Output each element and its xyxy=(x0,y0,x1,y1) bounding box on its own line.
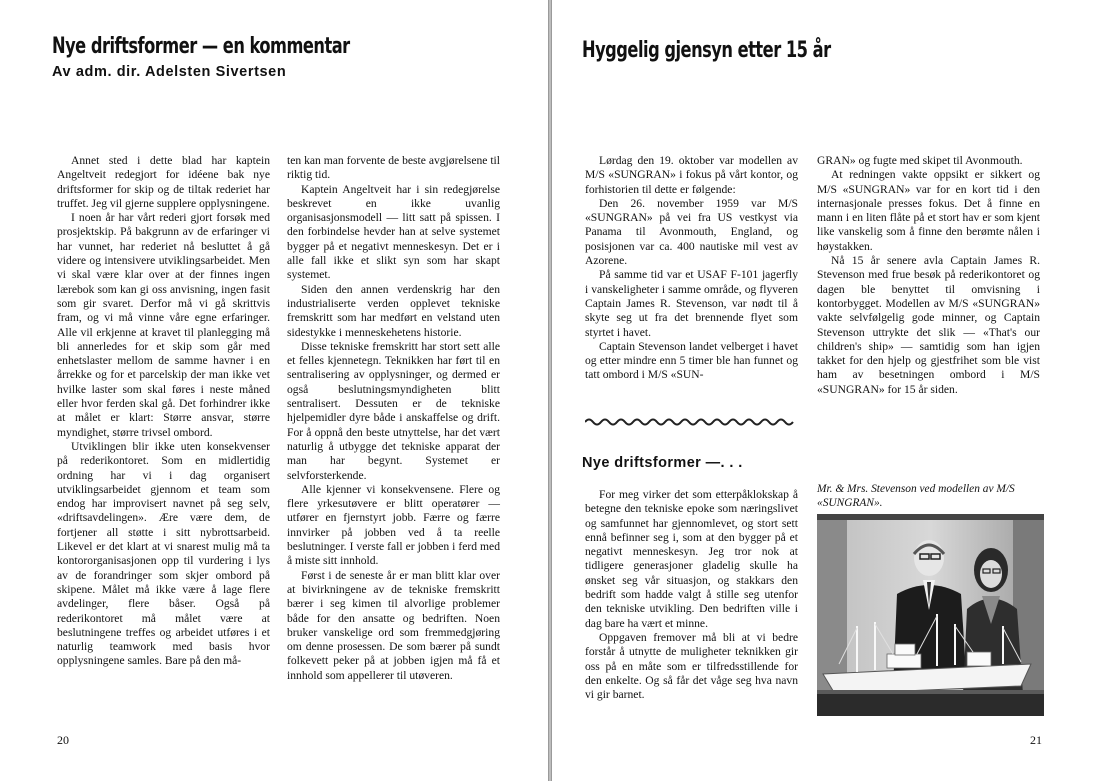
paragraph: Kaptein Angeltveit har i sin redegjørelse beskrevet en ikke uvanlig organisasjonsmodell — litt satt på spissen. I den forbindelse hevder han at selve systemet bygger på et negativt menneskesyn. Det er i alle fall ikke et slikt syn som har skapt systemet. xyxy=(287,182,500,282)
paragraph: ten kan man forvente de beste avgjørelsene til riktig tid. xyxy=(287,154,500,182)
paragraph: På samme tid var et USAF F-101 jagerfly i vanskeligheter i samme område, og flyveren Captain James R. Stevenson, var nødt til å skyte seg ut fra det brennende flyet som styrtet i havet. xyxy=(585,268,798,339)
right-column-1 xyxy=(585,154,798,383)
paragraph: Den 26. november 1959 var M/S «SUNGRAN» på vei fra US vestkyst via Panama til Avonmouth, England, og posisjonen var ca. 400 nautiske mil vest av Azorene. xyxy=(585,196,798,268)
paragraph: Oppgaven fremover må bli at vi bedre forstår å utnytte de muligheter teknikken gir oss på en måte som er tilfredsstillende for den enkelte. Og så får det våge seg hva navn vi gir barnet. xyxy=(585,630,798,702)
paragraph: GRAN» og fugte med skipet til Avonmouth. xyxy=(817,154,1023,167)
paragraph: Nå 15 år senere avla Captain James R. Stevenson med frue besøk på rederikontoret og dagen ble benyttet til omvisning i kontorbygget. Modellen av M/S «SUNGRAN» vakte selvfølgelig gode minner, og Captain Stevenson uttrykte det slik — «That's our children's ship» — samtidig som han igjen takket for den hjelp og gjestfrihet som ble vist ham av besetningen ombord i M/S «SUNGRAN» for 15 år siden. xyxy=(817,254,1040,396)
right-page xyxy=(552,0,1100,781)
paragraph: Utviklingen blir ikke uten konsekvenser på rederikontoret. Som en midlertidig ordning har vi i dag organisert utviklingsarbeidet gjennom et team som endog har improvisert navnet på seg selv, «driftsavdelingen». Ære være dem, de fortjener all støtte i sitt nybrottsarbeid. Likevel er det klart at vi snarest mulig må ta kontororganisasjonen opp til vurdering i lys av de forandringer som skjer ombord på skipene. Målet må ikke være å lage flere avdelinger, flere båser. Også på rederikontoret må målet være at beslutningene treffes og arbeidet utføres i et naturlig teamwork med basis hvor opplysningene samles. Bare på den må- xyxy=(57,439,270,668)
section-subheading: Nye driftsformer —. . . xyxy=(582,455,743,471)
left-column-1 xyxy=(57,154,270,669)
article-title: Nye driftsformer — en kommentar xyxy=(52,34,350,59)
photo-stevenson-ship-model xyxy=(817,514,1044,716)
paragraph: Lørdag den 19. oktober var modellen av M/S «SUNGRAN» i fokus på vårt kontor, og forhistorien til dette er følgende: xyxy=(585,154,798,196)
photo-caption: Mr. & Mrs. Stevenson ved modellen av M/S «SUNGRAN». xyxy=(817,483,1015,509)
article-byline: Av adm. dir. Adelsten Sivertsen xyxy=(52,64,287,80)
right-column-2 xyxy=(817,154,1040,397)
right-column-1-bottom xyxy=(585,488,798,702)
paragraph: Først i de seneste år er man blitt klar over at bivirkningene av de tekniske fremskritt bærer i seg kimen til alvorlige problemer både for den ansatte og bedriften. Noen bruker vanskelige ord som fremmedgjøring om denne prosessen. De som bærer på sundt folkevett peker på at jobben igjen må få et innhold som appellerer til utøveren. xyxy=(287,568,500,682)
left-page xyxy=(0,0,548,781)
paragraph: Disse tekniske fremskritt har stort sett alle et felles kjennetegn. Teknikken har ført til en sentralisering av opplysninger, og dermed er også beslutningsmyndigheten blitt sentralisert. Dessuten er de tekniske hjelpemidler dyre både i anskaffelse og drift. For å oppnå den beste utnyttelse, har det vært naturlig å utbygge det tekniske apparat der man har begynt. Systemet er selvforsterkende. xyxy=(287,339,500,482)
left-column-2 xyxy=(287,154,500,683)
paragraph: For meg virker det som etterpåklokskap å betegne den tekniske epoke som næringslivet og samfunnet har gjennomlevet, og stort sett ennå befinner seg i, som at den bygger på et negativt menneskesyn. Jeg tror nok at tidligere generasjoner gladelig skulle ha ønsket seg vår situasjon, og stakkars den bedrift som hadde valgt å stille seg utenfor den tekniske utvikling. Den bedriften ville i dag bare ha vært et minne. xyxy=(585,488,798,630)
paragraph: I noen år har vårt rederi gjort forsøk med prosjektskip. På bakgrunn av de erfaringer vi har vunnet, har rederiet nå besluttet å gå videre og intensivere utviklingsarbeidet. Men vi skal være klar over at der finnes ingen lærebok som kan gi oss anvisning, ingen fasit som gir svaret. Derfor må vi gå skrittvis fram, og vi må vinne våre egne erfaringer. Alle vil erkjenne at kravet til planlegging må bli annerledes for et skip som går med enhetslaster mellom de samme havner i en årrekke og for et parcelskip der man ikke vet hvilke laster som skal føres i neste måned eller hvor ferden skal gå. Det forhindrer ikke at målet er klart: Større ansvar, større myndighet, større trivsel ombord. xyxy=(57,211,270,439)
page-number: 20 xyxy=(57,733,69,747)
paragraph: Alle kjenner vi konsekvensene. Flere og flere yrkesutøvere er blitt operatører — utfører en fjernstyrt jobb. Færre og færre innvirker på jobben ved å ta reelle beslutninger. I verste fall er jobben i ferd med å miste sitt innhold. xyxy=(287,482,500,568)
paragraph: Annet sted i dette blad har kaptein Angeltveit redegjort for idéene bak nye driftsformer for skip og de tiltak rederiet har truffet. Jeg vil gjerne supplere opplysningene. xyxy=(57,154,270,210)
paragraph: Siden den annen verdenskrig har den industrialiserte verden opplevet tekniske fremskritt som har medført en velstand uten sidestykke i menneskehetens historie. xyxy=(287,282,500,339)
paragraph: At redningen vakte oppsikt er sikkert og M/S «SUNGRAN» var for en kort tid i den internasjonale presses fokus. Det å finne en mann i en liten flåte på et stort hav er som kjent like vanskelig som å finne den berømte nålen i høystakken. xyxy=(817,168,1040,253)
page-number: 21 xyxy=(1030,733,1042,747)
paragraph: Captain Stevenson landet velberget i havet og etter mindre enn 5 timer ble han funnet og tatt ombord i M/S «SUN- xyxy=(585,339,798,382)
wavy-divider xyxy=(585,416,798,428)
article-title: Hyggelig gjensyn etter 15 år xyxy=(582,38,831,63)
